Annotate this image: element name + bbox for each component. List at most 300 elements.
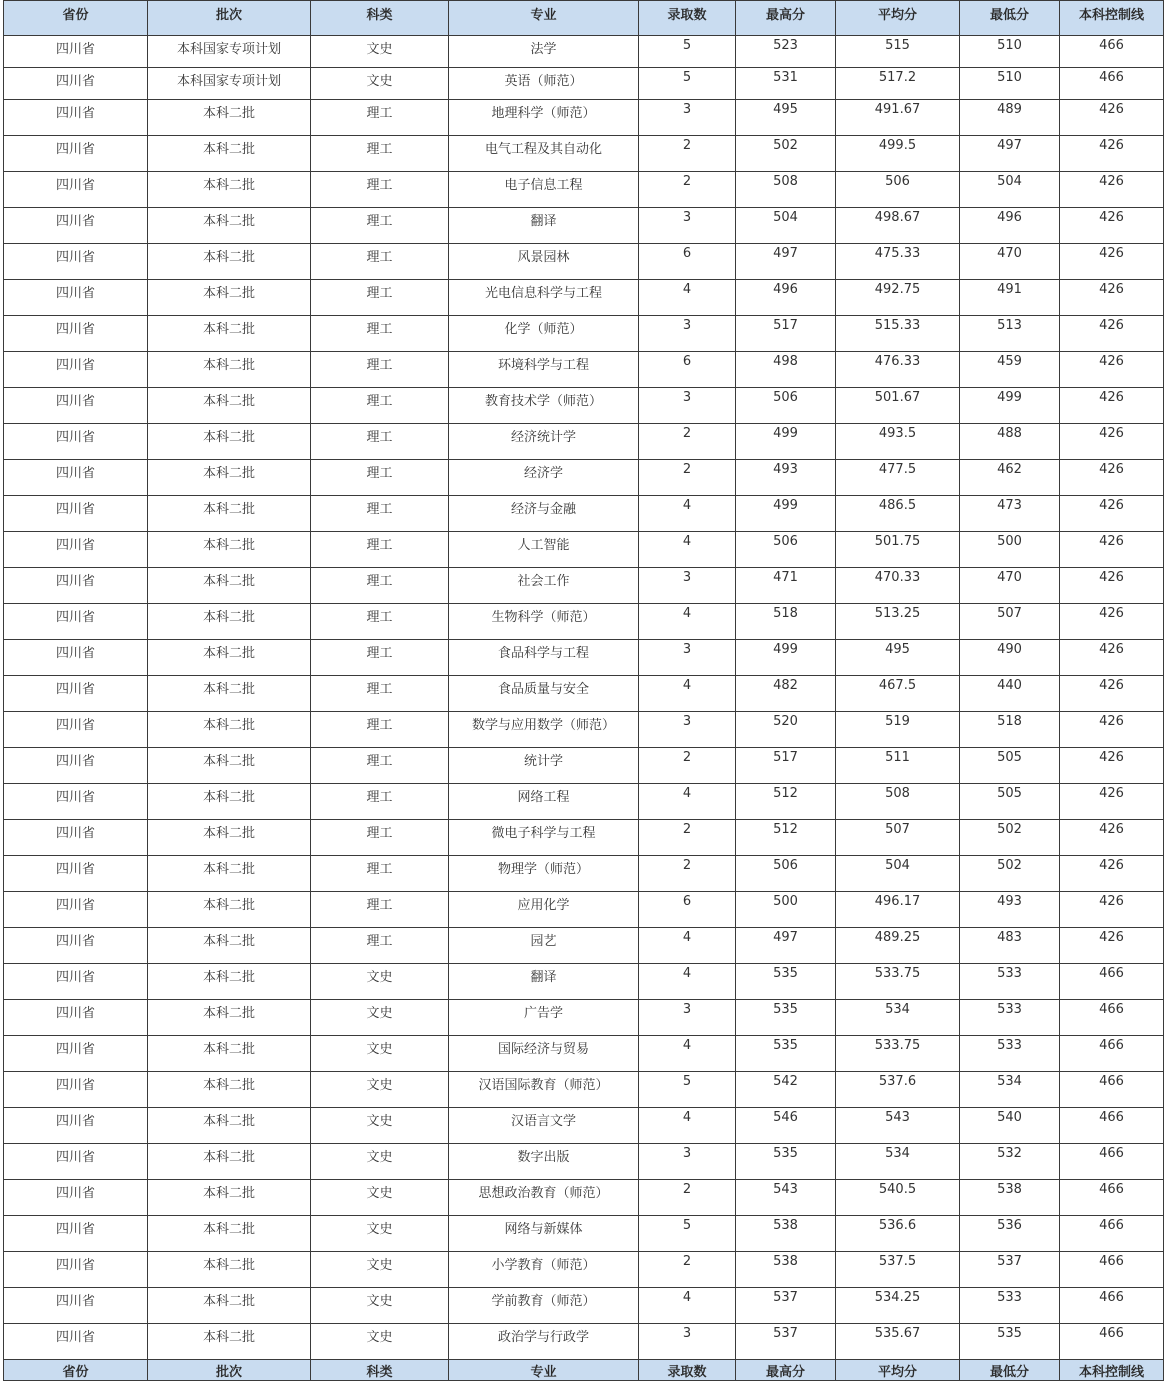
cell-control-line: 466 [1060,68,1164,100]
cell-admitted: 6 [639,244,736,280]
cell-province: 四川省 [4,532,148,568]
table-row [4,1180,1164,1216]
cell-max-score: 531 [736,68,836,100]
table-row [4,316,1164,352]
cell-admitted: 2 [639,460,736,496]
table-row [4,1288,1164,1324]
cell-admitted: 3 [639,1144,736,1180]
cell-major: 食品质量与安全 [449,676,639,712]
cell-admitted: 4 [639,1036,736,1072]
cell-province: 四川省 [4,604,148,640]
cell-avg-score: 517.2 [836,68,960,100]
table-row [4,712,1164,748]
cell-avg-score: 467.5 [836,676,960,712]
cell-province: 四川省 [4,136,148,172]
cell-max-score: 535 [736,1144,836,1180]
cell-batch: 本科二批 [148,712,311,748]
cell-major: 国际经济与贸易 [449,1036,639,1072]
cell-admitted: 2 [639,1180,736,1216]
cell-avg-score: 492.75 [836,280,960,316]
cell-admitted: 4 [639,784,736,820]
cell-category: 文史 [311,1324,449,1360]
footer-header-province: 省份 [4,1360,148,1381]
cell-min-score: 510 [960,36,1060,68]
cell-avg-score: 504 [836,856,960,892]
cell-avg-score: 495 [836,640,960,676]
table-row [4,68,1164,100]
table-row [4,208,1164,244]
cell-batch: 本科二批 [148,280,311,316]
header-category: 科类 [311,1,449,36]
cell-control-line: 426 [1060,856,1164,892]
cell-control-line: 426 [1060,604,1164,640]
cell-major: 人工智能 [449,532,639,568]
cell-control-line: 426 [1060,676,1164,712]
cell-avg-score: 489.25 [836,928,960,964]
cell-major: 物理学（师范） [449,856,639,892]
cell-control-line: 466 [1060,1072,1164,1108]
cell-max-score: 497 [736,244,836,280]
cell-min-score: 502 [960,820,1060,856]
cell-max-score: 471 [736,568,836,604]
cell-avg-score: 499.5 [836,136,960,172]
cell-category: 理工 [311,172,449,208]
header-admitted: 录取数 [639,1,736,36]
cell-category: 理工 [311,424,449,460]
cell-category: 理工 [311,712,449,748]
table-row [4,1252,1164,1288]
cell-admitted: 4 [639,928,736,964]
cell-admitted: 5 [639,1216,736,1252]
cell-max-score: 506 [736,532,836,568]
cell-major: 政治学与行政学 [449,1324,639,1360]
table-row [4,784,1164,820]
table-row [4,928,1164,964]
cell-avg-score: 533.75 [836,964,960,1000]
cell-control-line: 426 [1060,892,1164,928]
table-row [4,388,1164,424]
cell-min-score: 470 [960,568,1060,604]
cell-province: 四川省 [4,244,148,280]
cell-category: 理工 [311,316,449,352]
table-header-row [4,1,1164,36]
cell-major: 思想政治教育（师范） [449,1180,639,1216]
cell-batch: 本科二批 [148,676,311,712]
cell-major: 应用化学 [449,892,639,928]
cell-avg-score: 501.75 [836,532,960,568]
table-row [4,136,1164,172]
cell-batch: 本科二批 [148,820,311,856]
cell-province: 四川省 [4,36,148,68]
cell-min-score: 496 [960,208,1060,244]
footer-header-category: 科类 [311,1360,449,1381]
cell-admitted: 4 [639,964,736,1000]
cell-control-line: 426 [1060,280,1164,316]
cell-province: 四川省 [4,1072,148,1108]
cell-max-score: 482 [736,676,836,712]
cell-avg-score: 496.17 [836,892,960,928]
header-batch: 批次 [148,1,311,36]
cell-batch: 本科二批 [148,316,311,352]
cell-batch: 本科二批 [148,424,311,460]
cell-category: 文史 [311,1072,449,1108]
cell-category: 理工 [311,784,449,820]
cell-control-line: 426 [1060,820,1164,856]
cell-province: 四川省 [4,388,148,424]
cell-avg-score: 506 [836,172,960,208]
cell-batch: 本科二批 [148,964,311,1000]
cell-min-score: 534 [960,1072,1060,1108]
cell-province: 四川省 [4,424,148,460]
cell-major: 化学（师范） [449,316,639,352]
cell-batch: 本科二批 [148,568,311,604]
cell-min-score: 490 [960,640,1060,676]
cell-major: 风景园林 [449,244,639,280]
cell-category: 理工 [311,100,449,136]
cell-min-score: 491 [960,280,1060,316]
cell-category: 文史 [311,1108,449,1144]
cell-admitted: 4 [639,1288,736,1324]
table-row [4,424,1164,460]
cell-batch: 本科国家专项计划 [148,68,311,100]
cell-admitted: 6 [639,352,736,388]
table-row [4,604,1164,640]
cell-avg-score: 535.67 [836,1324,960,1360]
cell-max-score: 493 [736,460,836,496]
cell-province: 四川省 [4,68,148,100]
cell-batch: 本科二批 [148,1036,311,1072]
cell-major: 翻译 [449,964,639,1000]
table-row [4,1108,1164,1144]
cell-province: 四川省 [4,676,148,712]
cell-min-score: 538 [960,1180,1060,1216]
cell-category: 理工 [311,208,449,244]
cell-major: 电子信息工程 [449,172,639,208]
header-major: 专业 [449,1,639,36]
cell-province: 四川省 [4,748,148,784]
cell-avg-score: 470.33 [836,568,960,604]
cell-major: 数字出版 [449,1144,639,1180]
cell-admitted: 3 [639,388,736,424]
cell-province: 四川省 [4,1288,148,1324]
table-row [4,1144,1164,1180]
cell-min-score: 504 [960,172,1060,208]
cell-category: 理工 [311,388,449,424]
cell-province: 四川省 [4,352,148,388]
cell-category: 理工 [311,136,449,172]
cell-min-score: 510 [960,68,1060,100]
cell-major: 英语（师范） [449,68,639,100]
cell-avg-score: 501.67 [836,388,960,424]
cell-major: 微电子科学与工程 [449,820,639,856]
header-province: 省份 [4,1,148,36]
cell-admitted: 4 [639,676,736,712]
cell-major: 汉语国际教育（师范） [449,1072,639,1108]
cell-category: 理工 [311,604,449,640]
cell-admitted: 5 [639,1072,736,1108]
cell-control-line: 426 [1060,712,1164,748]
cell-province: 四川省 [4,1180,148,1216]
cell-category: 理工 [311,892,449,928]
cell-batch: 本科二批 [148,1000,311,1036]
cell-province: 四川省 [4,280,148,316]
cell-control-line: 426 [1060,640,1164,676]
cell-control-line: 426 [1060,532,1164,568]
cell-max-score: 517 [736,748,836,784]
footer-header-avg-score: 平均分 [836,1360,960,1381]
cell-major: 经济统计学 [449,424,639,460]
cell-min-score: 533 [960,1000,1060,1036]
cell-min-score: 533 [960,964,1060,1000]
cell-avg-score: 486.5 [836,496,960,532]
admission-scores-table [3,0,1164,1381]
cell-min-score: 493 [960,892,1060,928]
cell-control-line: 466 [1060,1144,1164,1180]
cell-province: 四川省 [4,1324,148,1360]
cell-min-score: 518 [960,712,1060,748]
cell-min-score: 502 [960,856,1060,892]
cell-control-line: 426 [1060,352,1164,388]
cell-min-score: 533 [960,1288,1060,1324]
cell-control-line: 426 [1060,568,1164,604]
table-row [4,280,1164,316]
cell-major: 统计学 [449,748,639,784]
cell-major: 广告学 [449,1000,639,1036]
cell-max-score: 537 [736,1324,836,1360]
cell-avg-score: 515.33 [836,316,960,352]
cell-avg-score: 507 [836,820,960,856]
cell-province: 四川省 [4,208,148,244]
cell-control-line: 466 [1060,1036,1164,1072]
cell-admitted: 3 [639,100,736,136]
cell-control-line: 426 [1060,496,1164,532]
cell-province: 四川省 [4,172,148,208]
cell-province: 四川省 [4,712,148,748]
cell-major: 网络工程 [449,784,639,820]
table-row [4,568,1164,604]
cell-category: 文史 [311,1288,449,1324]
cell-avg-score: 537.6 [836,1072,960,1108]
cell-admitted: 3 [639,712,736,748]
cell-avg-score: 476.33 [836,352,960,388]
cell-avg-score: 543 [836,1108,960,1144]
cell-max-score: 535 [736,964,836,1000]
cell-province: 四川省 [4,1000,148,1036]
cell-avg-score: 508 [836,784,960,820]
cell-category: 文史 [311,1216,449,1252]
cell-min-score: 532 [960,1144,1060,1180]
cell-max-score: 535 [736,1036,836,1072]
cell-max-score: 535 [736,1000,836,1036]
cell-control-line: 466 [1060,1216,1164,1252]
cell-admitted: 3 [639,640,736,676]
cell-max-score: 502 [736,136,836,172]
cell-min-score: 497 [960,136,1060,172]
cell-batch: 本科二批 [148,532,311,568]
cell-min-score: 535 [960,1324,1060,1360]
cell-category: 文史 [311,1000,449,1036]
cell-major: 教育技术学（师范） [449,388,639,424]
table-row [4,1036,1164,1072]
table-footer-header-row [4,1360,1164,1381]
table-row [4,532,1164,568]
cell-control-line: 426 [1060,100,1164,136]
cell-control-line: 426 [1060,244,1164,280]
cell-category: 文史 [311,1144,449,1180]
cell-province: 四川省 [4,460,148,496]
cell-major: 园艺 [449,928,639,964]
table-row [4,172,1164,208]
cell-admitted: 4 [639,1108,736,1144]
cell-max-score: 499 [736,424,836,460]
cell-avg-score: 540.5 [836,1180,960,1216]
cell-major: 经济与金融 [449,496,639,532]
cell-batch: 本科二批 [148,496,311,532]
cell-admitted: 3 [639,316,736,352]
cell-major: 地理科学（师范） [449,100,639,136]
cell-batch: 本科二批 [148,1072,311,1108]
cell-major: 法学 [449,36,639,68]
cell-min-score: 540 [960,1108,1060,1144]
cell-category: 理工 [311,820,449,856]
cell-avg-score: 515 [836,36,960,68]
table-row [4,820,1164,856]
cell-max-score: 498 [736,352,836,388]
cell-max-score: 497 [736,928,836,964]
cell-max-score: 538 [736,1252,836,1288]
cell-max-score: 500 [736,892,836,928]
cell-admitted: 4 [639,496,736,532]
cell-province: 四川省 [4,316,148,352]
cell-min-score: 499 [960,388,1060,424]
cell-avg-score: 498.67 [836,208,960,244]
cell-province: 四川省 [4,1108,148,1144]
cell-admitted: 6 [639,892,736,928]
cell-avg-score: 491.67 [836,100,960,136]
cell-avg-score: 537.5 [836,1252,960,1288]
cell-admitted: 3 [639,208,736,244]
cell-avg-score: 519 [836,712,960,748]
cell-admitted: 4 [639,604,736,640]
cell-admitted: 3 [639,1000,736,1036]
cell-avg-score: 493.5 [836,424,960,460]
cell-batch: 本科二批 [148,640,311,676]
cell-control-line: 466 [1060,964,1164,1000]
cell-province: 四川省 [4,1252,148,1288]
table-row [4,100,1164,136]
table-row [4,964,1164,1000]
cell-major: 学前教育（师范） [449,1288,639,1324]
cell-major: 汉语言文学 [449,1108,639,1144]
cell-batch: 本科二批 [148,928,311,964]
cell-category: 理工 [311,568,449,604]
cell-province: 四川省 [4,1036,148,1072]
cell-min-score: 483 [960,928,1060,964]
table-row [4,1324,1164,1360]
cell-admitted: 2 [639,856,736,892]
cell-batch: 本科二批 [148,388,311,424]
cell-control-line: 466 [1060,1108,1164,1144]
cell-province: 四川省 [4,964,148,1000]
cell-min-score: 537 [960,1252,1060,1288]
cell-batch: 本科二批 [148,604,311,640]
cell-batch: 本科二批 [148,1252,311,1288]
cell-province: 四川省 [4,568,148,604]
cell-admitted: 3 [639,568,736,604]
cell-batch: 本科二批 [148,244,311,280]
cell-province: 四川省 [4,1216,148,1252]
cell-admitted: 4 [639,280,736,316]
cell-max-score: 517 [736,316,836,352]
cell-min-score: 470 [960,244,1060,280]
cell-batch: 本科二批 [148,352,311,388]
cell-major: 电气工程及其自动化 [449,136,639,172]
cell-major: 翻译 [449,208,639,244]
cell-batch: 本科二批 [148,1108,311,1144]
cell-min-score: 507 [960,604,1060,640]
table-row [4,892,1164,928]
cell-category: 理工 [311,676,449,712]
cell-category: 理工 [311,280,449,316]
cell-batch: 本科二批 [148,1144,311,1180]
cell-major: 网络与新媒体 [449,1216,639,1252]
header-control-line: 本科控制线 [1060,1,1164,36]
cell-major: 社会工作 [449,568,639,604]
table-row [4,460,1164,496]
cell-province: 四川省 [4,784,148,820]
cell-control-line: 426 [1060,784,1164,820]
footer-header-major: 专业 [449,1360,639,1381]
footer-header-batch: 批次 [148,1360,311,1381]
cell-category: 理工 [311,496,449,532]
cell-batch: 本科二批 [148,172,311,208]
cell-category: 理工 [311,460,449,496]
cell-admitted: 3 [639,1324,736,1360]
cell-max-score: 496 [736,280,836,316]
cell-category: 理工 [311,640,449,676]
cell-control-line: 466 [1060,1180,1164,1216]
cell-category: 理工 [311,928,449,964]
table-row [4,352,1164,388]
cell-control-line: 466 [1060,36,1164,68]
table-row [4,36,1164,68]
cell-province: 四川省 [4,928,148,964]
cell-batch: 本科二批 [148,136,311,172]
footer-header-min-score: 最低分 [960,1360,1060,1381]
cell-control-line: 466 [1060,1000,1164,1036]
cell-avg-score: 536.6 [836,1216,960,1252]
cell-category: 理工 [311,532,449,568]
table-row [4,1072,1164,1108]
cell-min-score: 513 [960,316,1060,352]
header-avg-score: 平均分 [836,1,960,36]
cell-min-score: 489 [960,100,1060,136]
cell-batch: 本科二批 [148,1324,311,1360]
cell-category: 文史 [311,36,449,68]
cell-major: 光电信息科学与工程 [449,280,639,316]
cell-admitted: 4 [639,532,736,568]
cell-category: 理工 [311,244,449,280]
cell-province: 四川省 [4,640,148,676]
table-row [4,496,1164,532]
cell-batch: 本科二批 [148,460,311,496]
cell-max-score: 504 [736,208,836,244]
table-row [4,748,1164,784]
cell-province: 四川省 [4,892,148,928]
cell-category: 文史 [311,1036,449,1072]
cell-batch: 本科二批 [148,892,311,928]
cell-control-line: 426 [1060,208,1164,244]
